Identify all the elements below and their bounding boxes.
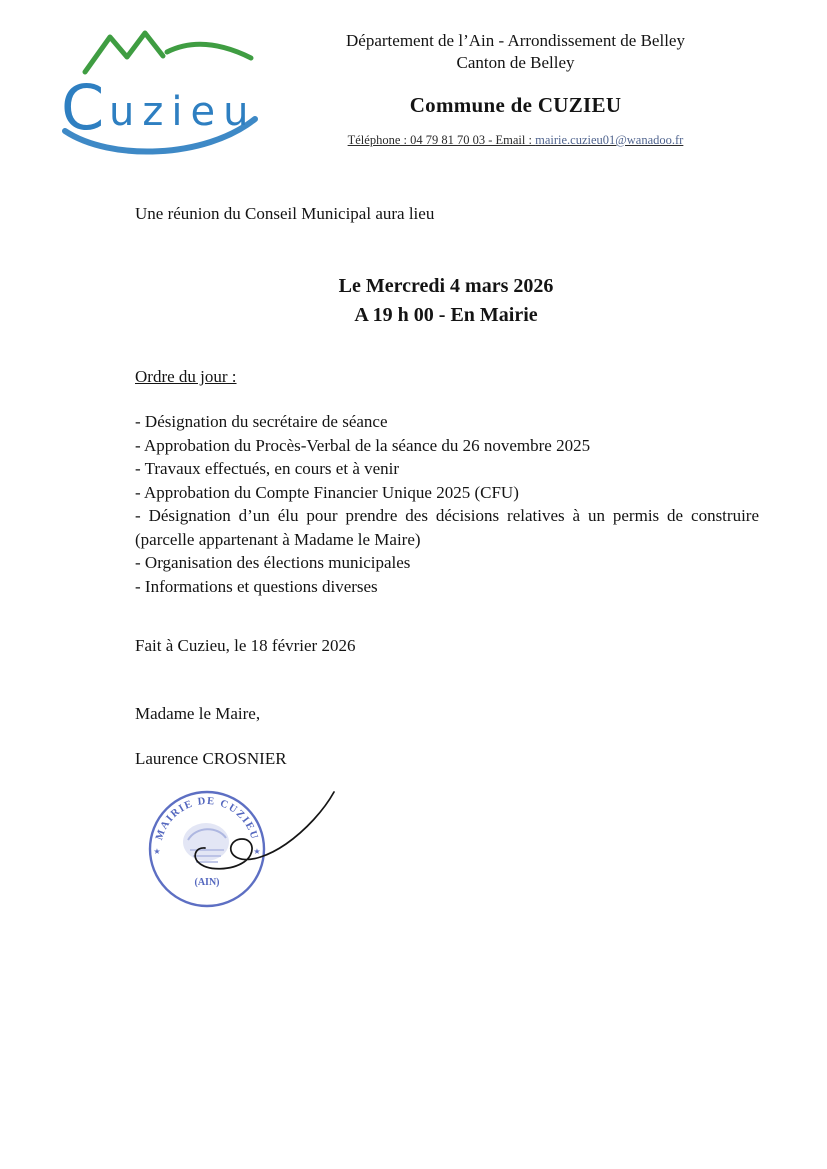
agenda-item: - Approbation du Procès-Verbal de la séance du 26 novembre 2025 [135,435,591,455]
signatory-name: Laurence CROSNIER [135,749,287,768]
commune-logo [55,25,270,165]
agenda-item: - Approbation du Compte Financier Unique 2025 (CFU) [135,482,519,502]
department-line: Département de l’Ain - Arrondissement de Belley [346,31,685,50]
place-date-line: Fait à Cuzieu, le 18 février 2026 [135,636,356,655]
email-link[interactable]: mairie.cuzieu01@wanadoo.fr [535,133,684,147]
logo-initial: C [61,71,105,144]
intro-text: Une réunion du Conseil Municipal aura lieu [135,204,435,223]
stamp-title: MAIRIE DE CUZIEU [154,795,260,842]
agenda-item: - Désignation du secrétaire de séance [135,412,388,431]
commune-title: Commune de CUZIEU [409,93,622,117]
agenda-title: Ordre du jour : [135,367,237,386]
phone-text: Téléphone : 04 79 81 70 03 - Email : [347,133,536,147]
stamp-and-signature [138,778,368,913]
agenda-list [135,410,759,598]
agenda-item: - Informations et questions diverses [135,576,378,596]
logo-wordmark: uzieu [109,89,257,135]
meeting-datetime [135,272,757,330]
canton-line: Canton de Belley [456,53,575,72]
agenda-item: - Organisation des élections municipales [135,553,411,572]
star-icon: ★ [253,847,261,856]
letterhead [268,30,763,148]
stamp-emblem [183,823,229,862]
meeting-date: Le Mercredi 4 mars 2026 [338,275,554,297]
stamp-subtitle: (AIN) [194,877,220,888]
mountains-icon [85,33,163,72]
mountain-ridge-icon [167,44,251,58]
agenda-item: - Désignation d’un élu pour prendre des décisions relatives à un permis de construire (parcelle appartenant à Madame le Maire) [135,506,759,549]
meeting-time-place: A 19 h 00 - En Mairie [354,304,538,326]
star-icon: ★ [153,847,161,856]
contact-line [268,133,763,148]
signatory-title: Madame le Maire, [135,704,261,723]
agenda-item: - Travaux effectués, en cours et à venir [135,459,400,478]
